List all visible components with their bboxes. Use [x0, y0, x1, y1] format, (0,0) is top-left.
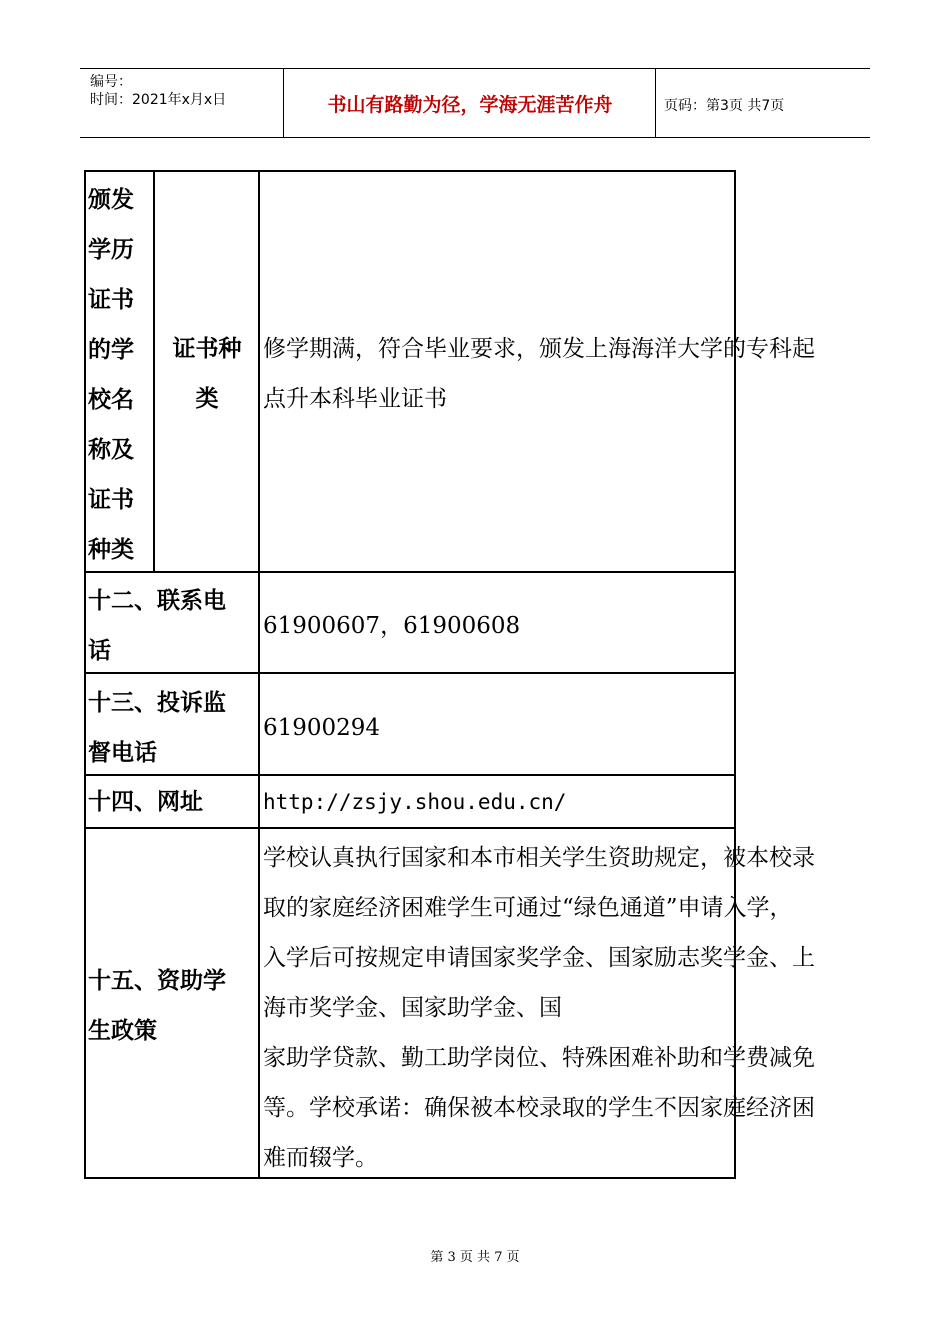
complaint-content: 61900294 [263, 715, 381, 741]
aid-content-line: 家助学贷款、勤工助学岗位、特殊困难补助和学费减免 [263, 1045, 815, 1071]
cert-content-line: 点升本科毕业证书 [263, 386, 447, 412]
cert-type-heading [160, 324, 254, 424]
aid-content [263, 833, 903, 1183]
cert-heading-line: 证书 [88, 287, 134, 313]
cert-heading-line: 学历 [88, 237, 134, 263]
website-heading: 十四、网址 [88, 789, 203, 815]
cert-heading-line: 称及 [88, 437, 134, 463]
complaint-heading [88, 678, 258, 778]
cert-heading-line: 种类 [88, 537, 134, 563]
website-link[interactable]: http://zsjy.shou.edu.cn/ [263, 790, 567, 814]
complaint-heading-line: 督电话 [88, 740, 157, 766]
header-page-info: 页码：第3页 共7页 [664, 98, 785, 114]
cert-heading-line: 的学 [88, 337, 134, 363]
phone-heading-line: 十二、联系电 [88, 588, 226, 614]
cert-heading [88, 175, 152, 575]
cert-heading-line: 证书 [88, 487, 134, 513]
aid-content-line: 取的家庭经济困难学生可通过“绿色通道”申请入学， [263, 895, 793, 921]
aid-heading-line: 生政策 [88, 1018, 157, 1044]
date-line: 时间：2021年x月x日 [90, 92, 227, 108]
column-divider [258, 170, 260, 1179]
aid-content-line: 等。学校承诺：确保被本校录取的学生不因家庭经济困 [263, 1095, 815, 1121]
complaint-heading-line: 十三、投诉监 [88, 690, 226, 716]
page-footer: 第 3 页 共 7 页 [430, 1250, 520, 1265]
aid-heading [88, 956, 258, 1056]
phone-heading-line: 话 [88, 638, 111, 664]
serial-label: 编号： [90, 74, 132, 90]
aid-content-line: 学校认真执行国家和本市相关学生资助规定，被本校录 [263, 845, 815, 871]
row-divider [84, 571, 736, 573]
table-border [84, 170, 736, 172]
cert-type-heading-line: 证书种 [172, 336, 242, 362]
aid-content-line: 难而辍学。 [263, 1145, 378, 1171]
table-border [84, 170, 86, 1179]
cert-content [263, 324, 903, 424]
aid-heading-line: 十五、资助学 [88, 968, 226, 994]
header-motto: 书山有路勤为径，学海无涯苦作舟 [327, 93, 613, 116]
column-divider [153, 170, 155, 572]
cert-content-line: 修学期满，符合毕业要求，颁发上海海洋大学的专科起 [263, 336, 815, 362]
cert-heading-line: 颁发 [88, 187, 134, 213]
cert-heading-line: 校名 [88, 387, 134, 413]
phone-heading [88, 576, 258, 676]
aid-content-line: 海市奖学金、国家助学金、国 [263, 995, 562, 1021]
aid-content-line: 入学后可按规定申请国家奖学金、国家励志奖学金、上 [263, 945, 815, 971]
phone-content: 61900607，61900608 [263, 613, 521, 639]
cert-type-heading-line: 类 [195, 386, 219, 412]
row-divider [84, 827, 736, 829]
